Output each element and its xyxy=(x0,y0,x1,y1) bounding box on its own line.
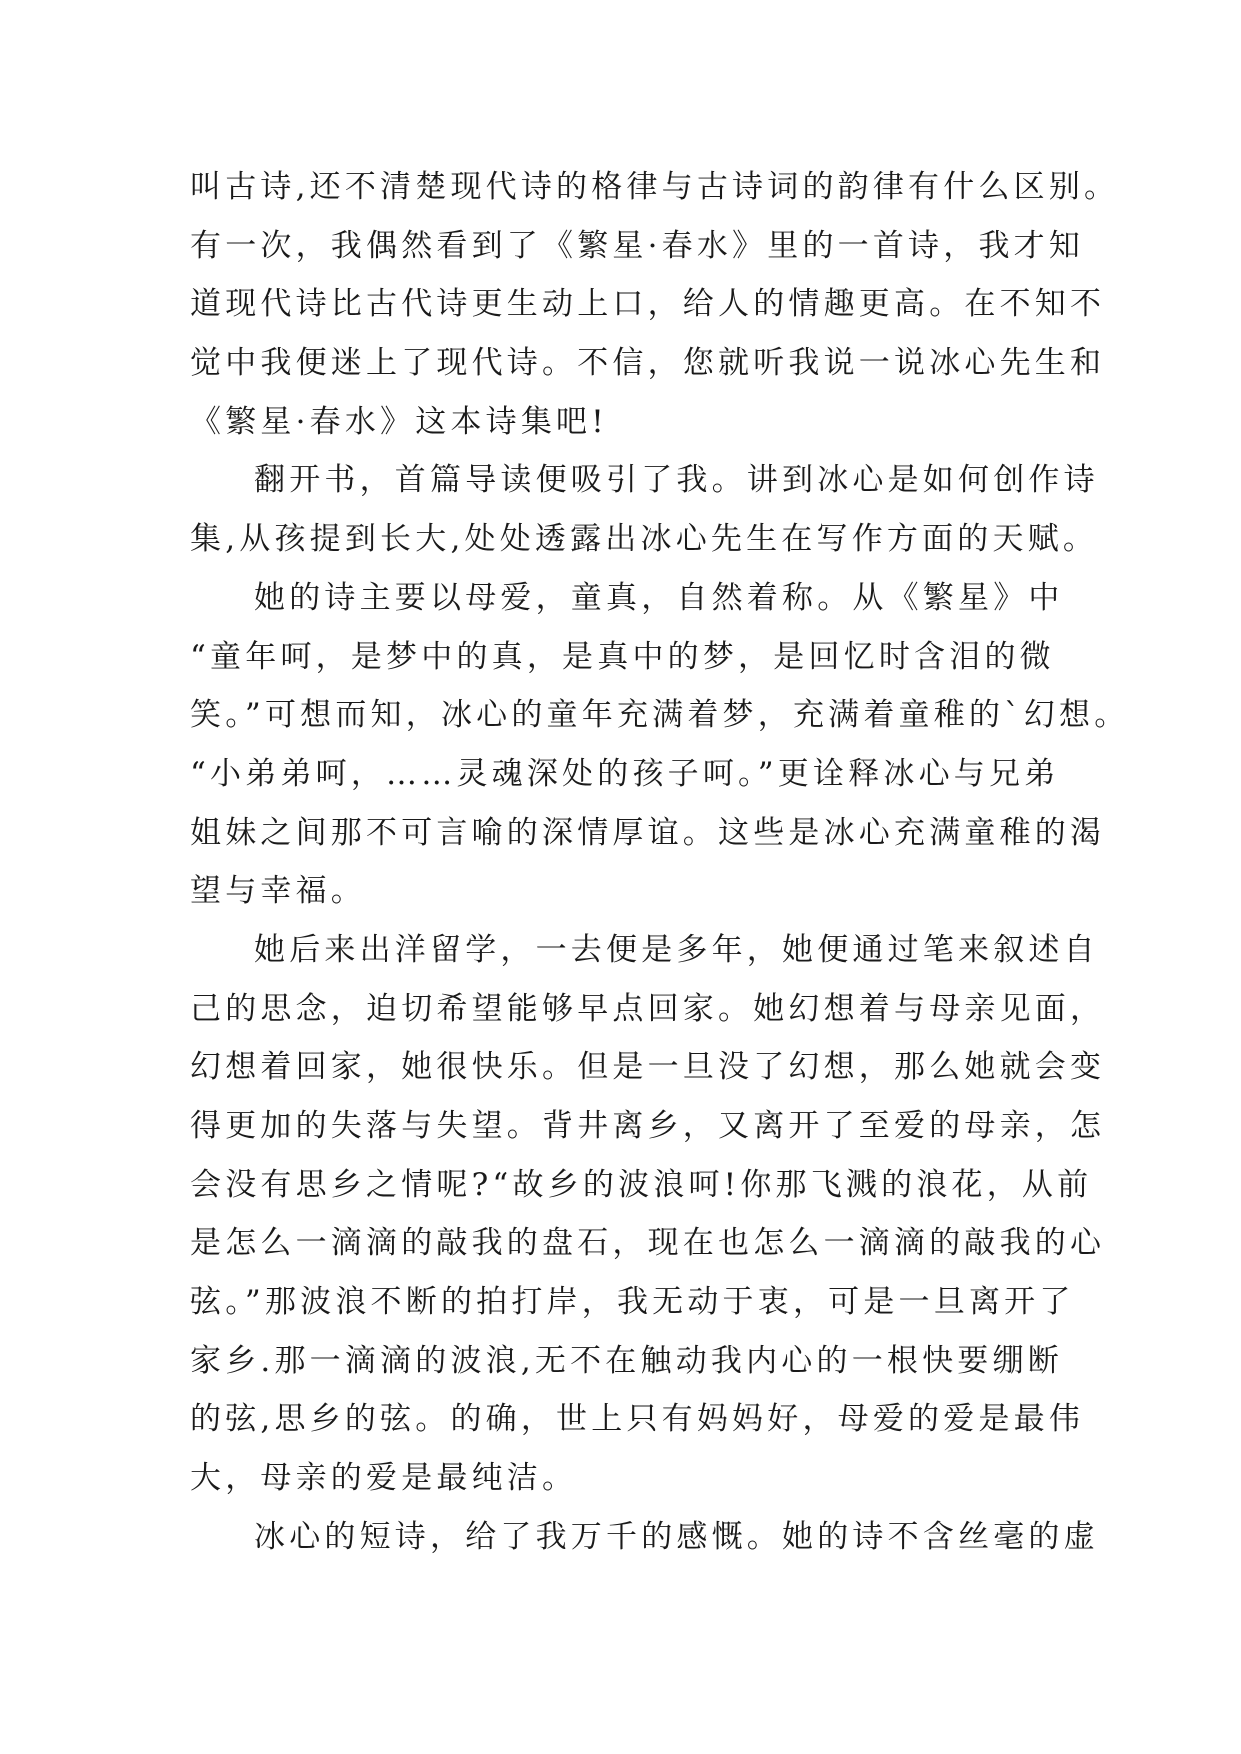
text-line: 翻开书，首篇导读便吸引了我。讲到冰心是如何创作诗 xyxy=(254,462,1099,499)
text-line: 家乡.那一滴滴的波浪,无不在触动我内心的一根快要绷断 xyxy=(190,1342,1063,1379)
text-line: 叫古诗,还不清楚现代诗的格律与古诗词的韵律有什么区别。 xyxy=(190,169,1120,205)
text-line: 道现代诗比古代诗更生动上口，给人的情趣更高。在不知不 xyxy=(190,286,1106,323)
text-line: 集,从孩提到长大,处处透露出冰心先生在写作方面的天赋。 xyxy=(190,521,1099,558)
text-line: 是怎么一滴滴的敲我的盘石，现在也怎么一滴滴的敲我的心 xyxy=(190,1225,1106,1262)
text-line: “小弟弟呵，……灵魂深处的孩子呵。”更诠释冰心与兄弟 xyxy=(190,755,1060,792)
text-line: 有一次，我偶然看到了《繁星·春水》里的一首诗，我才知 xyxy=(190,227,1085,264)
text-line: 会没有思乡之情呢?“故乡的波浪呵!你那飞溅的浪花，从前 xyxy=(190,1166,1093,1203)
text-line: 望与幸福。 xyxy=(190,873,366,910)
text-line: 觉中我便迷上了现代诗。不信，您就听我说一说冰心先生和 xyxy=(190,345,1106,382)
text-line: 她后来出洋留学，一去便是多年，她便通过笔来叙述自 xyxy=(254,931,1099,968)
text-line: 弦。”那波浪不断的拍打岸，我无动于衷，可是一旦离开了 xyxy=(190,1284,1075,1321)
text-line: 得更加的失落与失望。背井离乡，又离开了至爱的母亲，怎 xyxy=(190,1108,1106,1144)
text-line: 她的诗主要以母爱，童真，自然着称。从《繁星》中 xyxy=(254,579,1064,616)
text-line: 大，母亲的爱是最纯洁。 xyxy=(190,1460,578,1497)
text-line: 冰心的短诗，给了我万千的感慨。她的诗不含丝毫的虚 xyxy=(254,1518,1099,1555)
text-line: 的弦,思乡的弦。的确，世上只有妈妈好，母爱的爱是最伟 xyxy=(190,1401,1085,1438)
text-line: 《繁星·春水》这本诗集吧! xyxy=(190,403,608,440)
text-line: 幻想着回家，她很快乐。但是一旦没了幻想，那么她就会变 xyxy=(190,1049,1106,1086)
text-line: “童年呵，是梦中的真，是真中的梦，是回忆时含泪的微 xyxy=(190,638,1055,675)
text-line: 笑。”可想而知，冰心的童年充满着梦，充满着童稚的`幻想。 xyxy=(190,697,1130,734)
text-line: 己的思念，迫切希望能够早点回家。她幻想着与母亲见面， xyxy=(190,990,1106,1027)
text-line: 姐妹之间那不可言喻的深情厚谊。这些是冰心充满童稚的渴 xyxy=(190,814,1106,851)
body-text xyxy=(190,158,1130,1567)
